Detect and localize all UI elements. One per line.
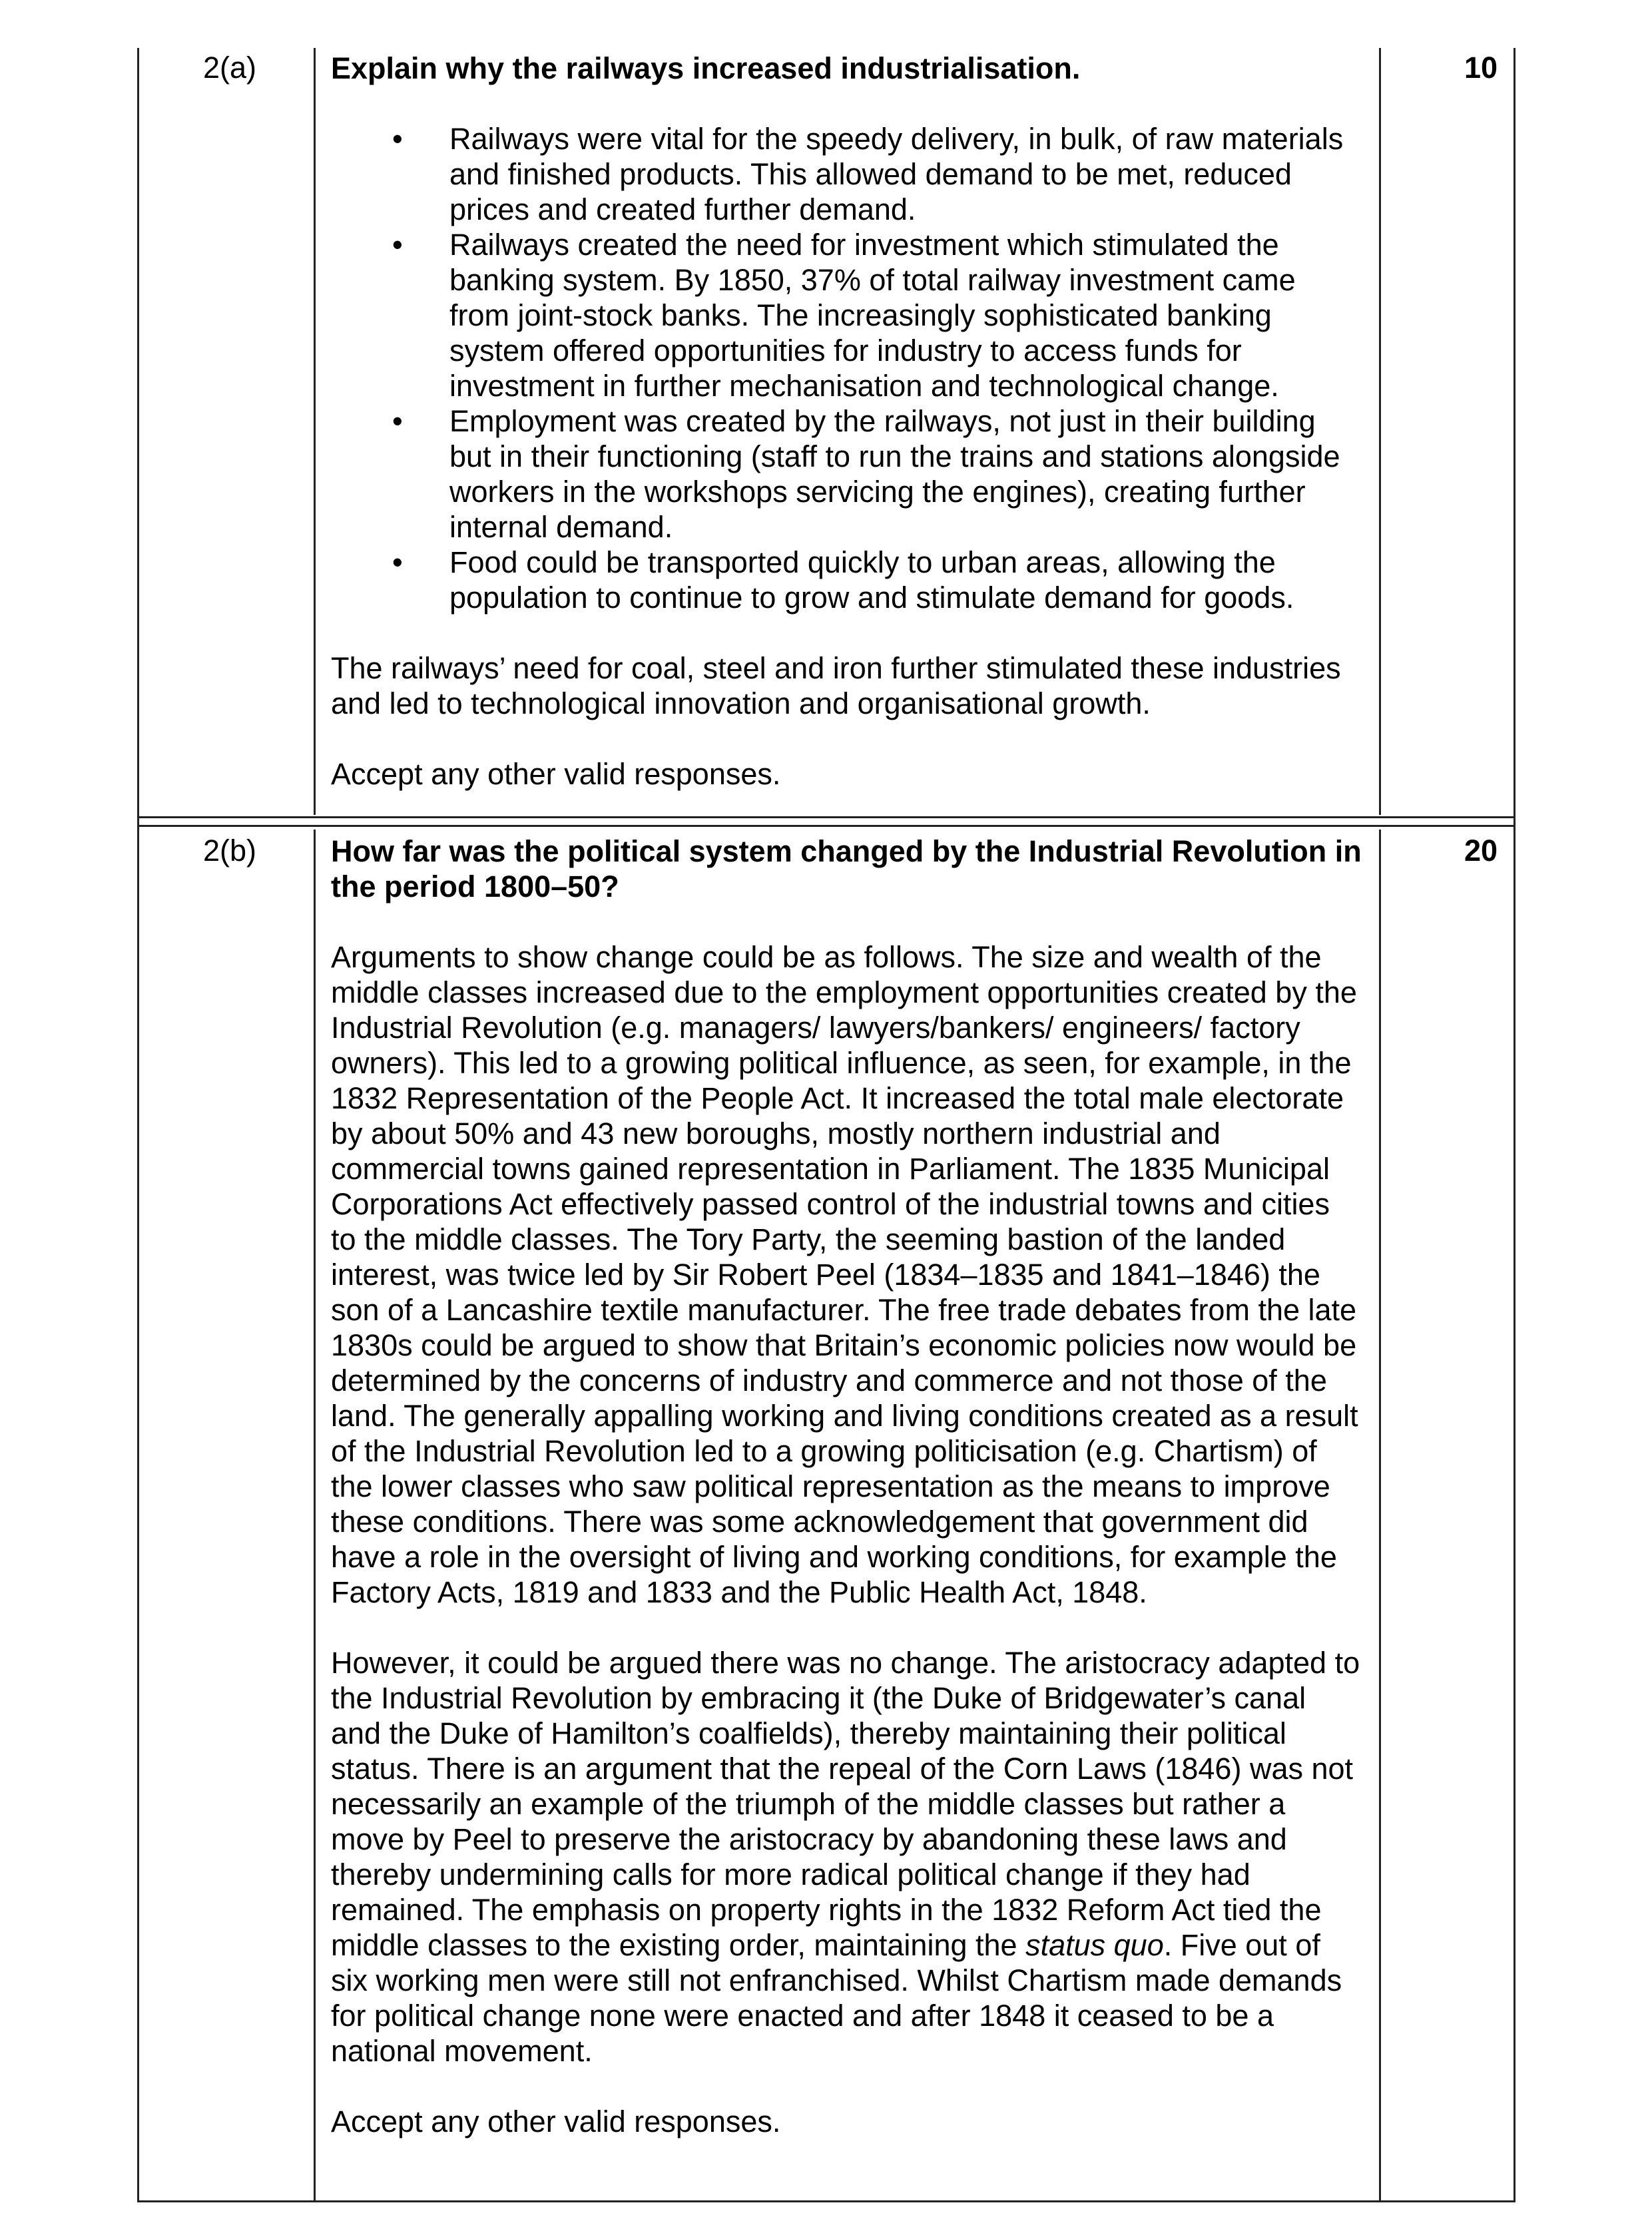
marks-value: 20 <box>1464 834 1498 868</box>
marks-cell <box>1381 48 1514 815</box>
bullet-list <box>331 121 1362 615</box>
guidance-paragraph: Arguments to show change could be as follows. The size and wealth of the middle classes increased due to the employment opportunities created by the Industrial Revolution (e.g. managers/ lawyers/bankers/ engineers/ factory owners). This led to a growing political influence, as seen, for example, in the 1832 Representation of the People Act. It increased the total male electorate by about 50% and 43 new boroughs, mostly northern industrial and commercial towns gained representation in Parliament. The 1835 Municipal Corporations Act effectively passed control of the industrial towns and cities to the middle classes. The Tory Party, the seeming bastion of the landed interest, was twice led by Sir Robert Peel (1834–1835 and 1841–1846) the son of a Lancashire textile manufacturer. The free trade debates from the late 1830s could be argued to show that Britain’s economic policies now would be determined by the concerns of industry and commerce and not those of the land. The generally appalling working and living conditions created as a result of the Industrial Revolution led to a growing politicisation (e.g. Chartism) of the lower classes who saw political representation as the means to improve these conditions. There was some acknowledgement that government did have a role in the oversight of living and working conditions, for example the Factory Acts, 1819 and 1833 and the Public Health Act, 1848. <box>331 940 1358 1609</box>
question-number-cell <box>139 48 316 815</box>
marks-value: 10 <box>1464 51 1498 85</box>
question-number: 2(b) <box>202 834 257 868</box>
mark-scheme-table <box>137 48 1515 2202</box>
accept-note: Accept any other valid responses. <box>331 757 781 791</box>
row-separator <box>137 815 1515 830</box>
accept-note: Accept any other valid responses. <box>331 2105 781 2138</box>
question-number-cell <box>139 830 316 2200</box>
list-item: • Railways were vital for the speedy delivery, in bulk, of raw materials and finished products. This allowed demand to be met, reduced prices and created further demand. <box>392 122 1344 226</box>
bullet-icon: • <box>392 545 403 579</box>
italic-term: status quo <box>1025 1928 1164 1962</box>
guidance-paragraph: The railways’ need for coal, steel and iron further stimulated these industries and led to technological innovation and organisational growth. <box>331 651 1341 720</box>
list-item: • Railways created the need for investment which stimulated the banking system. By 1850, 37% of total railway investment came from joint-stock banks. The increasingly sophisticated banking system offered opportunities for industry to access funds for investment in further mechanisation and technological change. <box>392 228 1296 403</box>
question-text: Explain why the railways increased industrialisation. <box>331 51 1081 85</box>
table-row-2b <box>137 830 1515 2202</box>
marks-cell <box>1381 830 1514 2200</box>
list-item: • Food could be transported quickly to urban areas, allowing the population to continue to grow and stimulate demand for goods. <box>392 545 1294 615</box>
bullet-icon: • <box>392 404 403 438</box>
table-row-2a <box>137 48 1515 815</box>
question-text: How far was the political system changed by the Industrial Revolution in the period 1800–50? <box>331 834 1362 903</box>
question-number: 2(a) <box>202 51 257 85</box>
answer-guidance-cell <box>316 830 1381 2200</box>
bullet-icon: • <box>392 122 403 156</box>
guidance-paragraph: However, it could be argued there was no change. The aristocracy adapted to the Industrial Revolution by embracing it (the Duke of Bridgewater’s canal and the Duke of Hamilton’s coalfields), thereby maintaining their political status. There is an argument that the repeal of the Corn Laws (1846) was not necessarily an example of the triumph of the middle classes but rather a move by Peel to preserve the aristocracy by abandoning these laws and thereby undermining calls for more radical political change if they had remained. The emphasis on property rights in the 1832 Reform Act tied the middle classes to the existing order, maintaining the status quo. Five out of six working men were still not enfranchised. Whilst Chartism made demands for political change none were enacted and after 1848 it ceased to be a national movement. <box>331 1646 1360 2068</box>
bullet-icon: • <box>392 228 403 262</box>
answer-guidance-cell <box>316 48 1381 815</box>
list-item: • Employment was created by the railways, not just in their building but in their functioning (staff to run the trains and stations alongside workers in the workshops servicing the engines), creating further internal demand. <box>392 404 1340 544</box>
